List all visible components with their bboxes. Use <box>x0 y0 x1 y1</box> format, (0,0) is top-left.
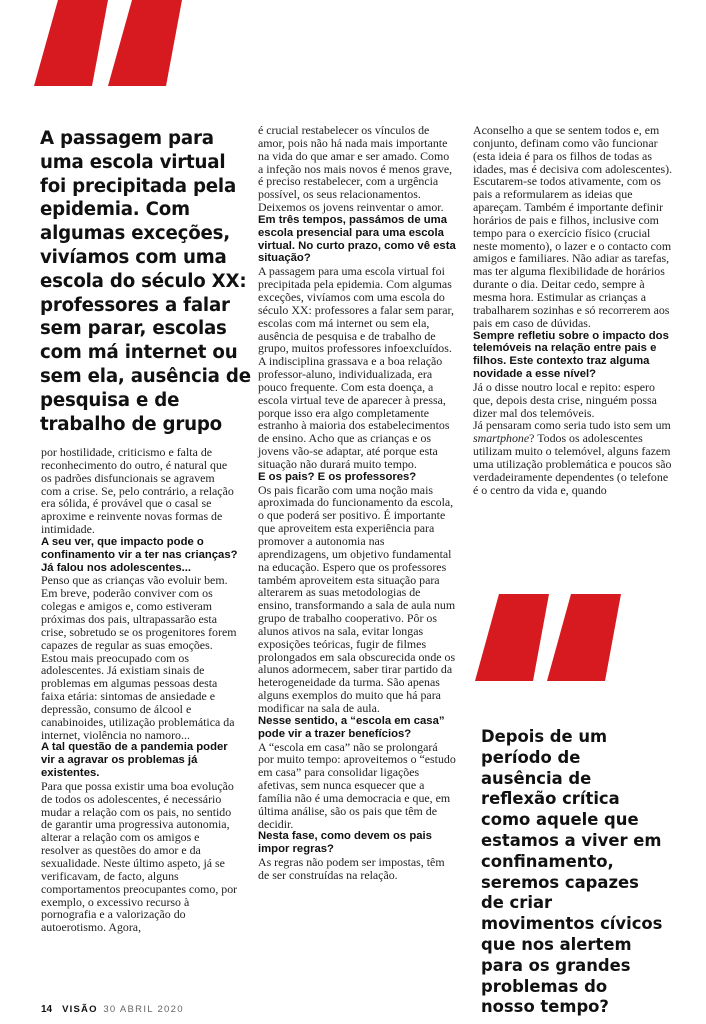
article-column-1 <box>41 446 238 934</box>
quotation-marks-icon <box>475 594 635 681</box>
article-column-2 <box>258 124 456 882</box>
paragraph: Penso que as crianças vão evoluir bem. Em breve, poderão conviver com os colegas e amigos e, como estiveram próximas dos pais, ultrapassarão esta crise, sobretudo se os progenitores forem capazes de regular as suas emoções. Estou mais preocupado com os adolescentes. Já existiam sinais de problemas em algumas pessoas desta faixa etária: sintomas de ansiedade e depressão, consumo de álcool e canabinoides, utilização problemática da internet, violência no namoro... <box>41 573 237 742</box>
paragraph: A “escola em casa” não se prolongará por muito tempo: aproveitemos o “estudo em casa” para consolidar ligações afetivas, sem nunca esquecer que a família não é uma democracia e que, em última análise, são os pais que têm de decidir. <box>258 739 456 831</box>
quotation-marks-icon <box>34 0 196 86</box>
paragraph <box>473 419 673 496</box>
page-number: 14 <box>41 1004 53 1015</box>
magazine-name: VISÃO <box>62 1004 98 1015</box>
paragraph: Já o disse noutro local e repito: espero que, depois desta crise, ninguém possa dizer mal dos telemóveis. <box>473 379 657 420</box>
paragraph: é crucial restabelecer os vínculos de amor, pois não há nada mais importante na vida do que amar e ser amado. Como a infeção nos mais novos é menos grave, é preciso restabelecer, com a urgência possível, os seus relacionamentos. Deixemos os jovens reinventar o amor. <box>258 123 453 215</box>
interview-question: Sempre refletiu sobre o impacto dos telemóveis na relação entre pais e filhos. Este contexto traz alguma novidade a esse nível? <box>473 329 669 381</box>
interview-question: E os pais? E os professores? <box>258 470 417 483</box>
interview-question: Nesta fase, como devem os pais impor regras? <box>258 830 432 856</box>
paragraph: Os pais ficarão com uma noção mais aproximada do funcionamento da escola, o que poderá ser positivo. É importante que aproveitem esta experiência para promover a autonomia nas aprendizagens, um objetivo fundamental na educação. Espero que os professores também aproveitem esta situação para alterarem as suas metodologias de ensino, transformando a sala de aula num grupo de trabalho cooperativo. Pôr os alunos ativos na sala, evitar longas exposições teóricas, fugir de filmes prolongados em sala obscurecida onde os alunos adormecem, saber tirar partido da heterogeneidade da turma. São apenas alguns exemplos do muito que há para modificar na sala de aula. <box>258 482 456 715</box>
issue-date: 30 ABRIL 2020 <box>103 1004 184 1015</box>
interview-question: A seu ver, que impacto pode o confinamento vir a ter nas crianças? Já falou nos adolescentes... <box>41 535 238 574</box>
article-column-3 <box>473 124 673 496</box>
paragraph: A passagem para uma escola virtual foi precipitada pela epidemia. Com algumas exceções, vivíamos com uma escola do século XX: professores a falar sem parar, escolas com má internet ou sem ela, ausência de pesquisa e de trabalho de grupo, muitos professores infoexcluídos. A indisciplina grassava e a boa relação professor-aluno, individualizada, era pouco frequente. Com esta doença, a escola virtual teve de aparecer à pressa, porque isso era algo completamente estranho à maioria dos estabelecimentos de ensino. Acho que as crianças e os jovens vão-se adaptar, até porque esta situação não durará muito tempo. <box>258 264 454 471</box>
page-footer <box>41 1004 184 1015</box>
paragraph-text: Já pensaram como seria tudo isto sem um <box>473 418 671 433</box>
emphasis: smartphone <box>473 431 530 446</box>
interview-question: A tal questão de a pandemia poder vir a agravar os problemas já existentes. <box>41 741 228 780</box>
pull-quote-top: A passagem para uma escola virtual foi precipitada pela epidemia. Com algumas exceções, vivíamos com uma escola do século XX: professores a falar sem parar, escolas com má internet ou sem ela, ausência de pesquisa e de trabalho de grupo <box>40 128 251 435</box>
paragraph: por hostilidade, criticismo e falta de reconhecimento do outro, é natural que os padrões disfuncionais se agravem com a crise. Se, pelo contrário, a relação era sólida, é provável que o casal se aproxime e reinvente novas formas de intimidade. <box>41 445 234 537</box>
paragraph: As regras não podem ser impostas, têm de ser construídas na relação. <box>258 855 445 882</box>
interview-question: Em três tempos, passámos de uma escola presencial para uma escola virtual. No curto prazo, como vê esta situação? <box>258 213 456 265</box>
paragraph: Aconselho a que se sentem todos e, em conjunto, definam como vão funcionar (esta ideia é para os filhos de todas as idades, mas é decisiva com adolescentes). Escutarem-se todos ativamente, com os pais a reformularem as ideias que apareçam. Também é importante definir horários de pais e filhos, inclusive com tempo para o exercício físico (crucial neste momento), o lazer e o contacto com amigos e familiares. Não adiar as tarefas, mas ter alguma flexibilidade de horários durante o dia. Deitar cedo, sempre à mesma hora. Estimular as crianças a trabalharem sozinhas e só recorrerem aos pais em caso de dúvidas. <box>473 123 673 330</box>
pull-quote-bottom: Depois de um período de ausência de reflexão crítica como aquele que estamos a viver em confinamento, seremos capazes de criar movimentos cívicos que nos alertem para os grandes problemas do nosso tempo? <box>481 727 663 1017</box>
paragraph-text: ? Todos os adolescentes utilizam muito o telemóvel, alguns fazem uma utilização problemática e poucos são verdadeiramente dependentes (o telefone é o centro da vida e, quando <box>473 431 672 497</box>
paragraph: Para que possa existir uma boa evolução de todos os adolescentes, é necessário mudar a relação com os pais, no sentido de garantir uma progressiva autonomia, alterar a relação com os amigos e resolver as questões do amor e da sexualidade. Neste último aspeto, já se verificavam, de facto, alguns comportamentos preocupantes como, por exemplo, o excessivo recurso à pornografia e a valorização do autoerotismo. Agora, <box>41 778 238 935</box>
interview-question: Nesse sentido, a “escola em casa” pode vir a trazer benefícios? <box>258 714 445 740</box>
